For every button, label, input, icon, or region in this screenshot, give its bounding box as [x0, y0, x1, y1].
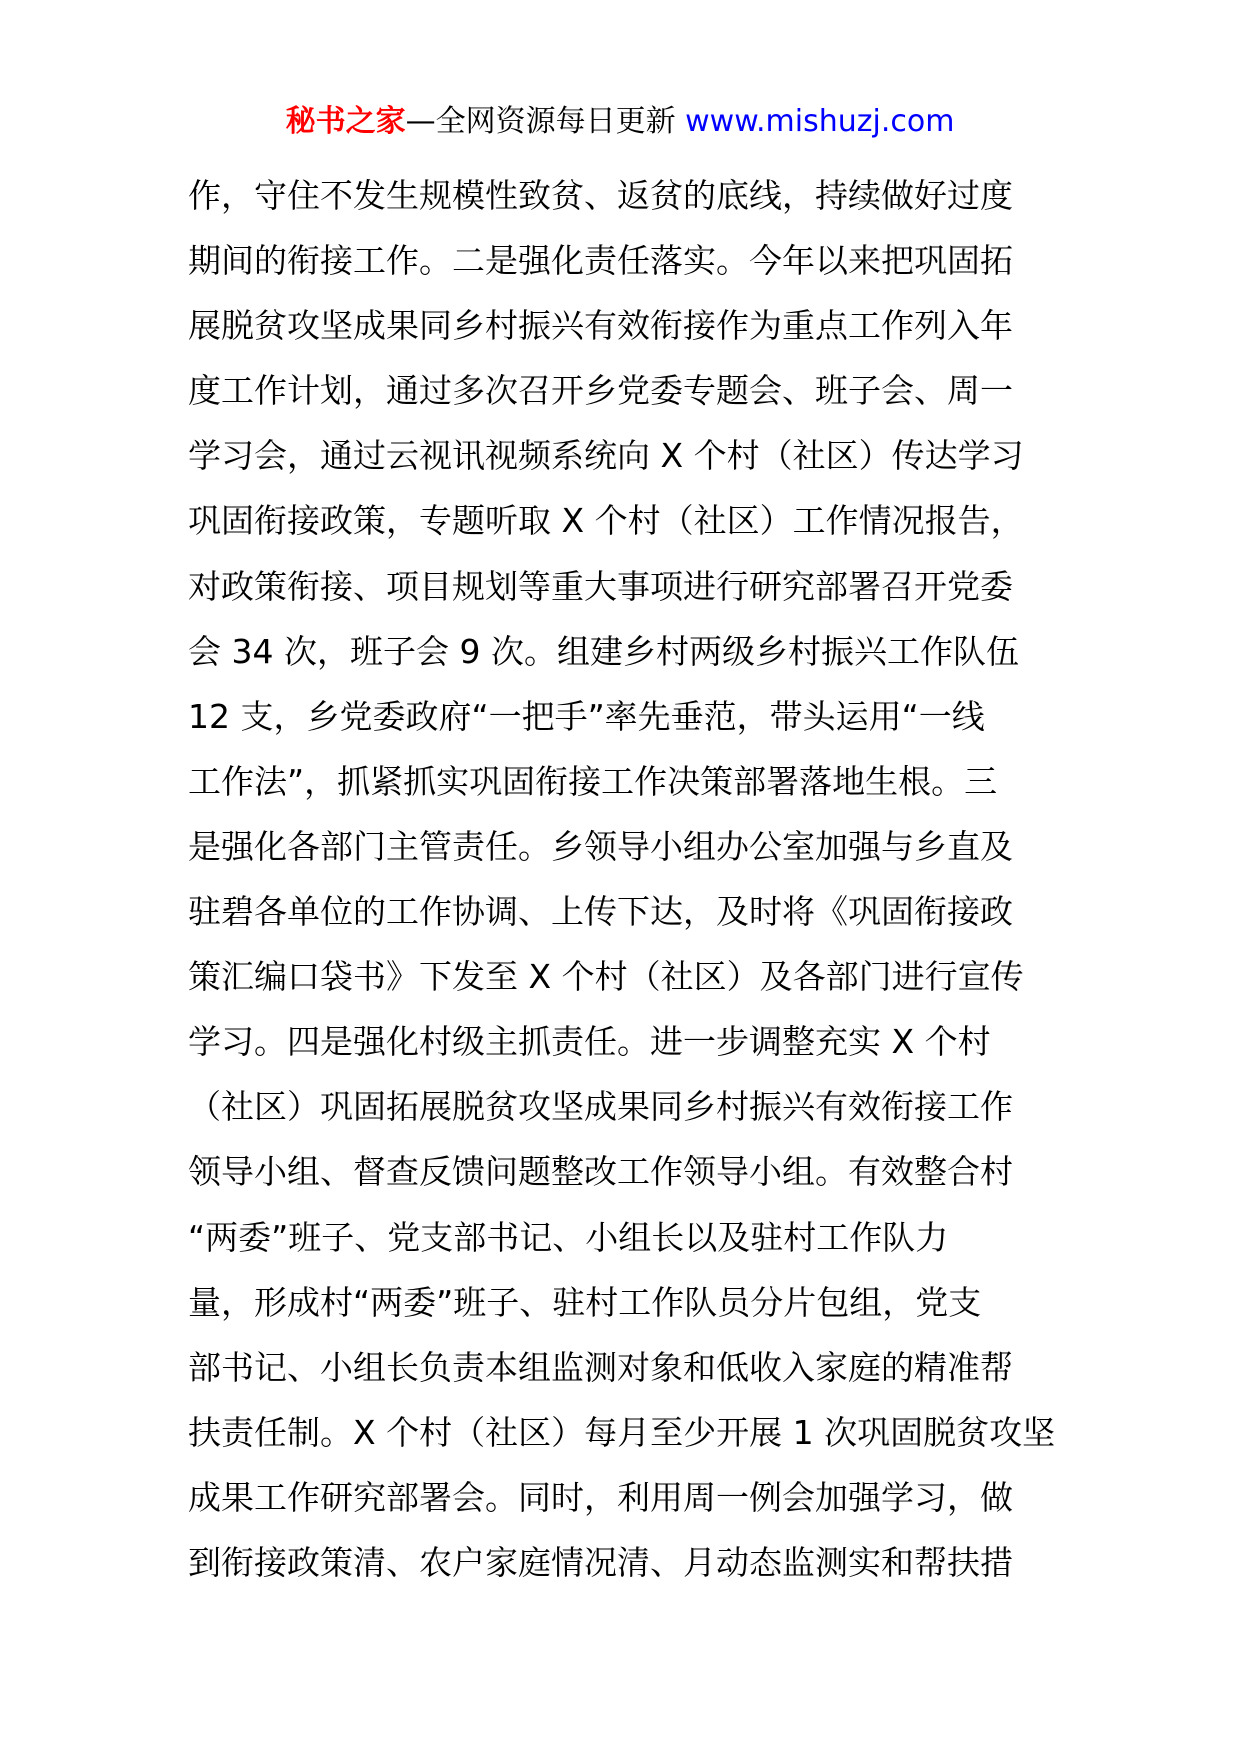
body-line-14: 学习。四是强化村级主抓责任。进一步调整充实 X 个村	[188, 1022, 991, 1062]
body-line-5: 学习会，通过云视讯视频系统向 X 个村（社区）传达学习	[188, 436, 1024, 476]
header-tagline: —全网资源每日更新	[405, 104, 676, 139]
body-line-16: 领导小组、督查反馈问题整改工作领导小组。有效整合村	[188, 1152, 1013, 1192]
body-line-17: “两委”班子、党支部书记、小组长以及驻村工作队力	[188, 1217, 949, 1257]
body-line-13: 策汇编口袋书》下发至 X 个村（社区）及各部门进行宣传	[188, 957, 1024, 997]
body-line-8: 会 34 次，班子会 9 次。组建乡村两级乡村振兴工作队伍	[188, 631, 1019, 671]
body-line-1: 作，守住不发生规模性致贫、返贫的底线，持续做好过度	[188, 176, 1013, 215]
body-line-6: 巩固衔接政策，专题听取 X 个村（社区）工作情况报告，	[188, 501, 1024, 541]
body-line-4: 度工作计划，通过多次召开乡党委专题会、班子会、周一	[188, 371, 1013, 411]
body-line-10: 工作法”，抓紧抓实巩固衔接工作决策部署落地生根。三	[188, 761, 998, 801]
body-line-21: 成果工作研究部署会。同时，利用周一例会加强学习，做	[188, 1477, 1013, 1517]
body-line-15: （社区）巩固拓展脱贫攻坚成果同乡村振兴有效衔接工作	[188, 1087, 1013, 1127]
body-line-22: 到衔接政策清、农户家庭情况清、月动态监测实和帮扶措	[188, 1542, 1013, 1582]
body-line-20: 扶责任制。X 个村（社区）每月至少开展 1 次巩固脱贫攻坚	[188, 1412, 1056, 1452]
document-body	[188, 163, 1068, 1595]
header-url-link[interactable]: www.mishuzj.com	[685, 104, 955, 139]
body-line-3: 展脱贫攻坚成果同乡村振兴有效衔接作为重点工作列入年	[188, 306, 1013, 346]
body-line-11: 是强化各部门主管责任。乡领导小组办公室加强与乡直及	[188, 826, 1013, 866]
body-line-19: 部书记、小组长负责本组监测对象和低收入家庭的精准帮	[188, 1347, 1013, 1387]
body-line-12: 驻碧各单位的工作协调、上传下达，及时将《巩固衔接政	[188, 892, 1013, 932]
brand-name: 秘书之家	[285, 104, 406, 139]
body-line-18: 量，形成村“两委”班子、驻村工作队员分片包组，党支	[188, 1282, 982, 1322]
body-line-7: 对政策衔接、项目规划等重大事项进行研究部署召开党委	[188, 566, 1013, 606]
body-line-9: 12 支，乡党委政府“一把手”率先垂范，带头运用“一线	[188, 696, 985, 736]
body-line-2: 期间的衔接工作。二是强化责任落实。今年以来把巩固拓	[188, 241, 1013, 281]
page-header	[0, 100, 1240, 144]
